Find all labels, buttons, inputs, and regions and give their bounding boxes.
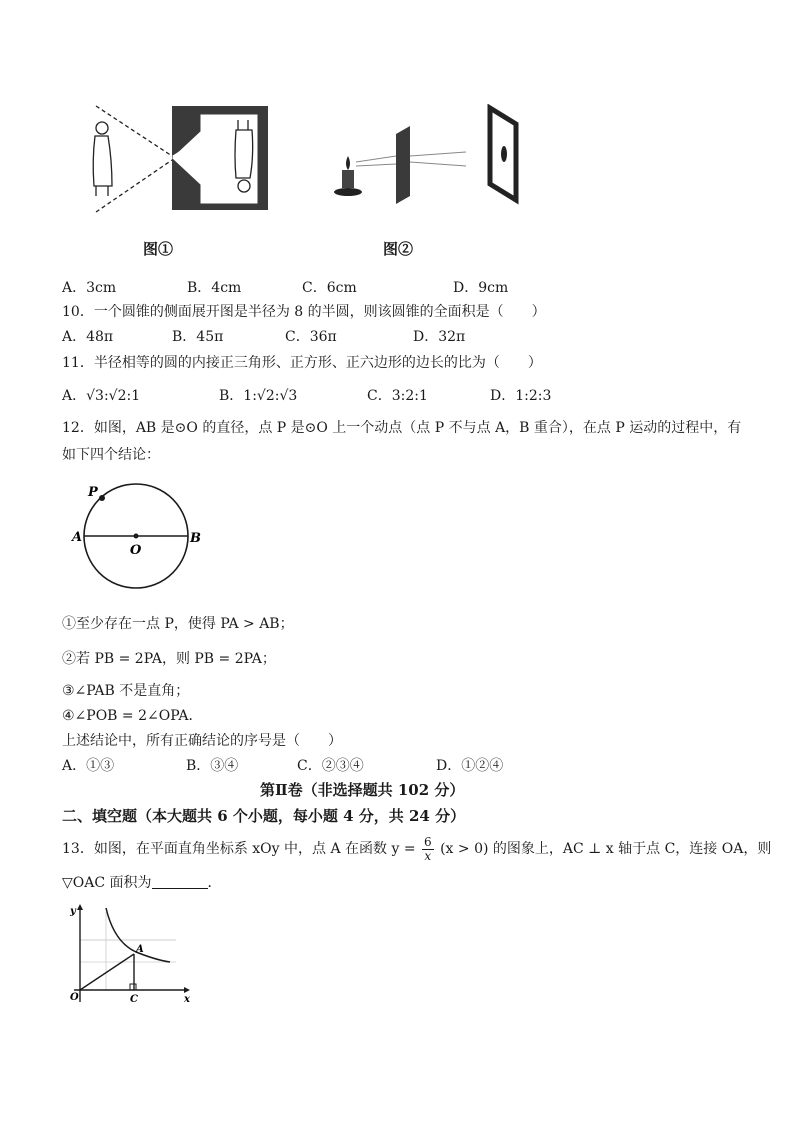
figure-2-caption: 图② (383, 240, 414, 258)
q10-option-d: D．32π (413, 329, 466, 345)
q12-option-b: B．③④ (186, 758, 239, 774)
q12-conclusion-3: ③∠PAB 不是直角； (62, 683, 190, 699)
q9-option-c: C．6cm (302, 280, 357, 296)
q10-stem: 10．一个圆锥的侧面展开图是半径为 8 的半圆，则该圆锥的全面积是（ ） (62, 304, 546, 320)
q13-label-o: O (70, 992, 79, 1003)
q12-circle-figure (66, 476, 216, 596)
q12-conclusion-4: ④∠POB = 2∠OPA． (62, 708, 203, 724)
q13-label-a: A (136, 944, 144, 955)
q12-option-c: C．②③④ (297, 758, 364, 774)
q13-stem-line1 (62, 834, 771, 864)
q12-label-b: B (190, 531, 201, 546)
q11-option-b: B．1:√2:√3 (219, 388, 298, 404)
figure-1-pinhole (78, 100, 278, 220)
section-title: 第Ⅱ卷（非选择题共 102 分） (260, 781, 465, 799)
q12-ask: 上述结论中，所有正确结论的序号是（ ） (62, 733, 342, 749)
q10-option-b: B．45π (172, 329, 224, 345)
q12-stem-line1: 12．如图，AB 是⊙O 的直径，点 P 是⊙O 上一个动点（点 P 不与点 A，B 重合），在点 P 运动的过程中，有 (62, 420, 742, 436)
q13-fraction-denominator: x (424, 848, 432, 863)
q13-stem-part2: (x > 0) 的图象上，AC ⊥ x 轴于点 C，连接 OA，则 (440, 841, 772, 857)
q12-option-d: D．①②④ (436, 758, 504, 774)
q12-label-a: A (72, 530, 83, 545)
section-heading: 二、填空题（本大题共 6 个小题，每小题 4 分，共 24 分） (62, 807, 466, 825)
q12-point-p (99, 495, 105, 501)
q13-label-x: x (184, 994, 190, 1005)
q11-option-c: C．3:2:1 (367, 388, 428, 404)
q13-label-c: C (130, 994, 138, 1005)
q13-label-y: y (70, 906, 76, 917)
q10-option-c: C．36π (285, 329, 337, 345)
q13-fraction (422, 836, 434, 863)
q12-option-a: A．①③ (62, 758, 115, 774)
q13-stem-triangle: ▽OAC 面积为 (62, 875, 152, 891)
q12-conclusion-1: ①至少存在一点 P，使得 PA > AB； (62, 616, 294, 632)
q13-stem-line2 (62, 873, 222, 893)
q13-stem-end: ． (207, 875, 222, 891)
q11-option-d: D．1:2:3 (490, 388, 552, 404)
figure-1-caption: 图① (143, 240, 174, 258)
q13-answer-blank (152, 874, 208, 889)
q11-stem: 11．半径相等的圆的内接正三角形、正方形、正六边形的边长的比为（ ） (62, 355, 542, 371)
q12-point-o (134, 534, 139, 539)
q13-fraction-numerator: 6 (424, 834, 432, 849)
q13-coordinate-figure (66, 902, 196, 1014)
q9-option-a: A．3cm (62, 280, 117, 296)
q12-stem-line2: 如下四个结论： (62, 447, 160, 463)
q13-stem-part1: 13．如图，在平面直角坐标系 xOy 中，点 A 在函数 y = (62, 841, 416, 857)
q9-option-b: B．4cm (187, 280, 242, 296)
q9-option-d: D．9cm (453, 280, 509, 296)
q12-label-o: O (130, 543, 142, 558)
q12-conclusion-2: ②若 PB = 2PA，则 PB = 2PA； (62, 651, 276, 667)
q11-option-a: A．√3:√2:1 (62, 388, 141, 404)
q12-label-p: P (88, 485, 98, 500)
q10-option-a: A．48π (62, 329, 114, 345)
figure-2-candle-screen (326, 104, 526, 208)
